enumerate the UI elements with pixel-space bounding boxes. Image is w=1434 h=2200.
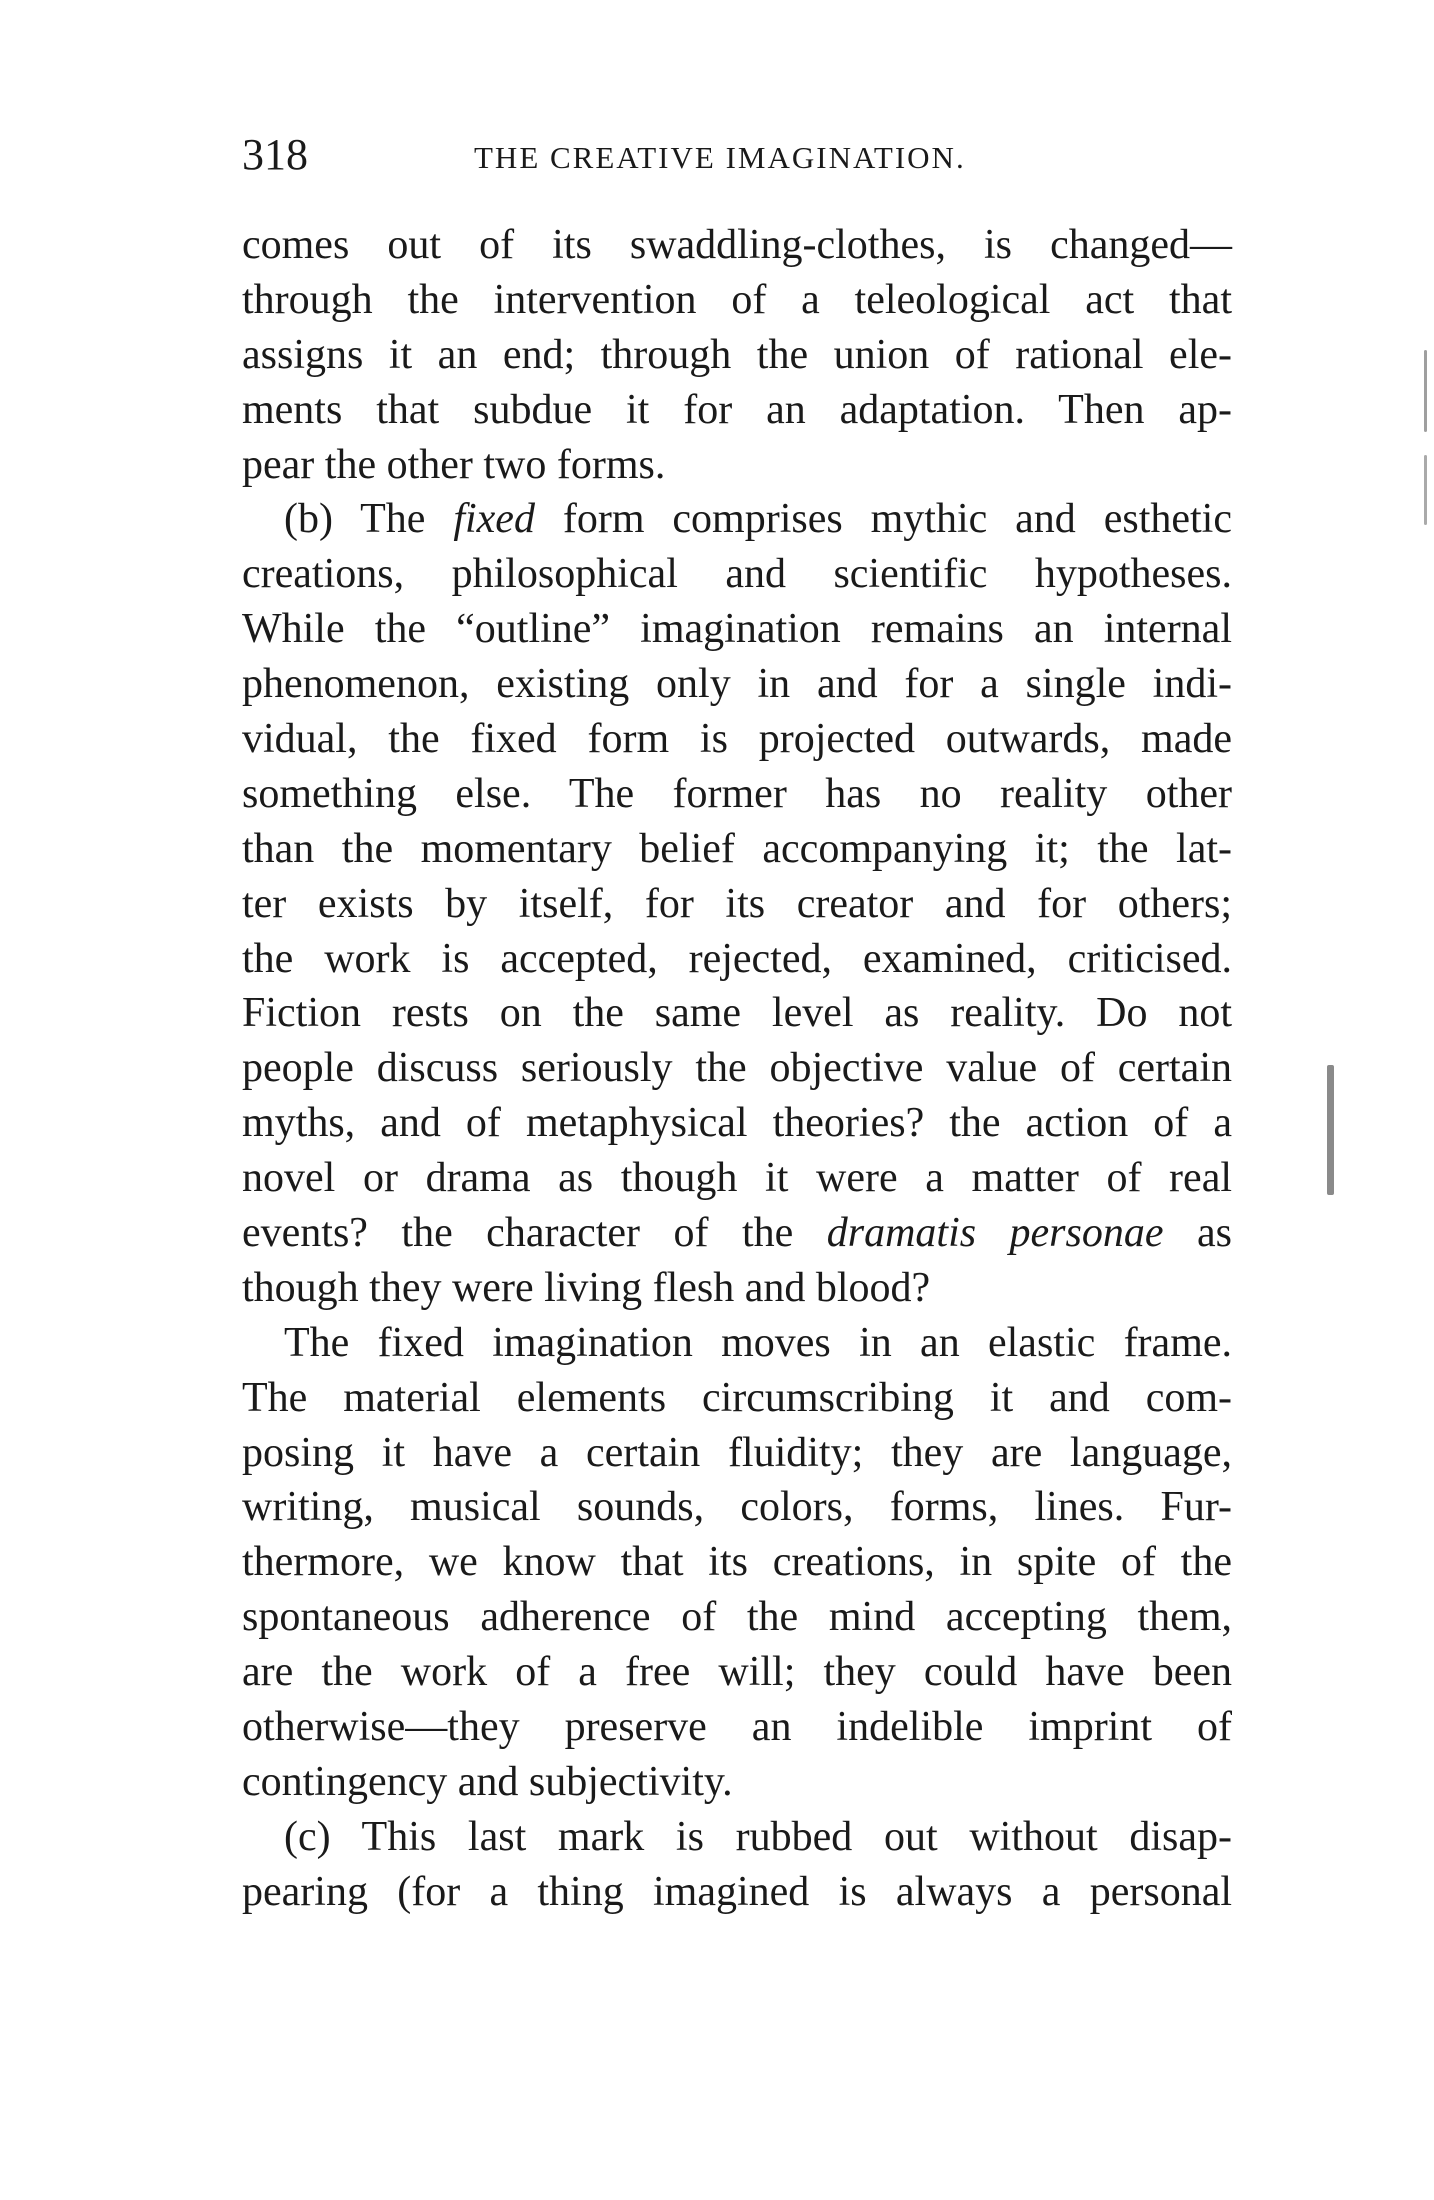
text-line: The material elements circumscribing it and com-	[242, 1374, 1232, 1421]
text-line: (c) This last mark is rubbed out without disap-	[284, 1813, 1232, 1860]
text-line: something else. The former has no reality other	[242, 770, 1232, 817]
text-line: spontaneous adherence of the mind accepting them,	[242, 1594, 1232, 1641]
text-line: otherwise—they preserve an indelible imprint of	[242, 1704, 1232, 1751]
text-line: posing it have a certain fluidity; they are language,	[242, 1429, 1232, 1476]
page-number: 318	[242, 130, 308, 179]
emphasis: dramatis personae	[826, 1210, 1164, 1257]
text-line: writing, musical sounds, colors, forms, lines. Fur-	[242, 1484, 1232, 1531]
text-line: pearing (for a thing imagined is always a personal	[242, 1868, 1232, 1915]
text-line: The fixed imagination moves in an elastic frame.	[284, 1319, 1232, 1366]
text-line: thermore, we know that its creations, in spite of the	[242, 1539, 1232, 1586]
scan-mark	[1424, 455, 1427, 525]
text-line: the work is accepted, rejected, examined, criticised.	[242, 935, 1232, 982]
scan-mark	[1424, 350, 1427, 432]
text-line: people discuss seriously the objective value of certain	[242, 1045, 1232, 1092]
running-head: THE CREATIVE IMAGINATION.	[474, 140, 966, 175]
scan-mark	[1327, 1065, 1334, 1195]
text-line: myths, and of metaphysical theories? the action of a	[242, 1100, 1232, 1147]
text-line: though they were living flesh and blood?	[242, 1264, 931, 1311]
text-line: events? the character of the dramatis personae as	[242, 1210, 1232, 1257]
text-line: While the “outline” imagination remains an internal	[242, 606, 1232, 653]
text-line: comes out of its swaddling-clothes, is changed—	[242, 222, 1232, 268]
text-line: creations, philosophical and scientific hypotheses.	[242, 551, 1232, 598]
emphasis: fixed	[453, 496, 535, 543]
text-line: are the work of a free will; they could have been	[242, 1649, 1232, 1696]
text-line: novel or drama as though it were a matter of real	[242, 1155, 1232, 1202]
text-line: (b) The fixed form comprises mythic and esthetic	[284, 496, 1232, 543]
text-line: ments that subdue it for an adaptation. Then ap-	[242, 386, 1232, 433]
text-line: through the intervention of a teleological act that	[242, 276, 1232, 323]
text-line: contingency and subjectivity.	[242, 1758, 733, 1805]
text-line: Fiction rests on the same level as reality. Do not	[242, 990, 1232, 1037]
page-header	[242, 125, 1232, 185]
text-line: ter exists by itself, for its creator and for others;	[242, 880, 1232, 927]
text-line: vidual, the fixed form is projected outwards, made	[242, 716, 1232, 763]
body-text	[242, 218, 1232, 1920]
text-line: phenomenon, existing only in and for a single indi-	[242, 661, 1232, 708]
text-line: than the momentary belief accompanying it; the lat-	[242, 825, 1232, 872]
text-line: assigns it an end; through the union of rational ele-	[242, 331, 1232, 378]
text-line: pear the other two forms.	[242, 441, 666, 488]
